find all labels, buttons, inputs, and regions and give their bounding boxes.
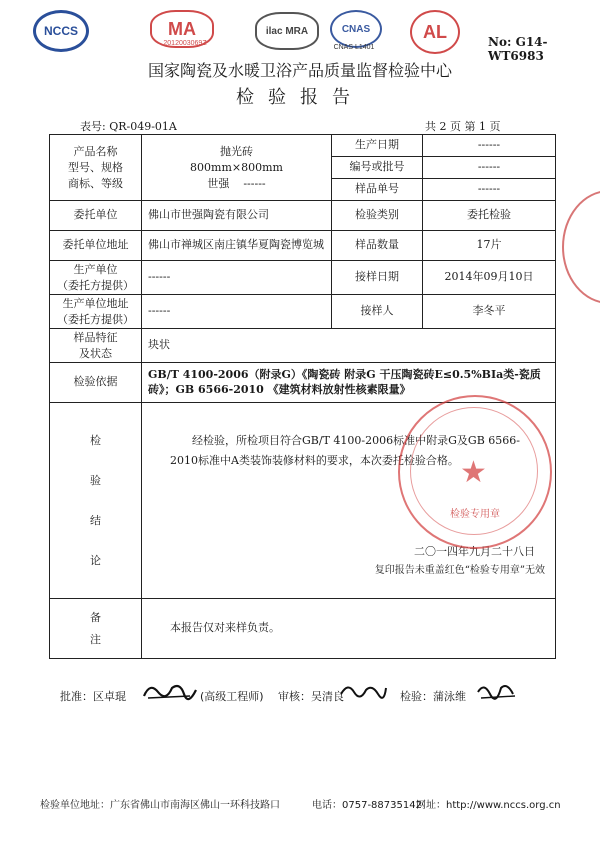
quantity-value: 17片 [423, 231, 556, 261]
document-number: No: G14-WT6983 [488, 35, 548, 63]
basis-label: 检验依据 [50, 363, 142, 403]
product-name: 抛光砖 [220, 144, 253, 158]
production-date-value: ------ [423, 135, 556, 157]
page-count: 共 2 页 第 1 页 [425, 120, 501, 133]
client-label: 委托单位 [50, 201, 142, 231]
batch-label: 编号或批号 [332, 157, 423, 179]
product-brand [148, 176, 325, 192]
conclusion-label-char4: 论 [90, 553, 101, 567]
seal-star-icon: ★ [460, 455, 487, 490]
producer-address-label [50, 295, 142, 329]
review-signature [338, 678, 388, 704]
producer-address-label-line1: 生产单位地址 [62, 296, 129, 310]
cnas-logo: CNAS [330, 10, 382, 48]
producer-label-line2: （委托方提供） [57, 278, 134, 292]
remarks-value: 本报告仅对来样负责。 [142, 599, 556, 659]
organization-name: 国家陶瓷及水暖卫浴产品质量监督检验中心 [147, 61, 452, 80]
production-date-label: 生产日期 [332, 135, 423, 157]
conclusion-date: 二〇一四年九月二十八日 [414, 545, 535, 558]
remarks-label [50, 599, 142, 659]
conclusion-note: 复印报告未重盖红色“检验专用章”无效 [374, 565, 545, 576]
client-address-label: 委托单位地址 [50, 231, 142, 261]
footer-website: 网址：http://www.nccs.org.cn [416, 800, 561, 811]
receipt-date-label: 接样日期 [332, 261, 423, 295]
client-address-value: 佛山市禅城区南庄镇华夏陶瓷博览城 [142, 231, 332, 261]
receiver-label: 接样人 [332, 295, 423, 329]
conclusion-text: 经检验，所检项目符合GB/T 4100-2006标准中附录G及GB 6566-2010标准中A类装饰装修材料的要求，本次委托检验合格。 [170, 434, 520, 467]
sample-no-label: 样品单号 [332, 179, 423, 201]
report-title: 检验报告 [236, 87, 364, 108]
inspection-seal [398, 395, 552, 549]
product-spec: 800mm×800mm [190, 160, 283, 174]
batch-value: ------ [423, 157, 556, 179]
cal-logo: AL [410, 10, 460, 54]
model-label: 型号、规格 [68, 160, 123, 174]
test-type-label: 检验类别 [332, 201, 423, 231]
seal-label: 检验专用章 [450, 509, 500, 520]
approve-label: 批准：区卓琨 [60, 690, 126, 703]
footer-address: 检验单位地址：广东省佛山市南海区佛山一环科技路口 [40, 800, 280, 811]
remarks-label-char2: 注 [90, 632, 101, 646]
prepare-label: 检验：蒲泳维 [400, 690, 466, 703]
grade-value: ------ [243, 176, 266, 190]
product-label [50, 135, 142, 201]
sample-state-label-line2: 及状态 [79, 346, 112, 360]
receiver-value: 李冬平 [423, 295, 556, 329]
producer-value: ------ [142, 261, 332, 295]
ilac-mra-logo: ilac MRA [255, 12, 319, 50]
sample-no-value: ------ [423, 179, 556, 201]
producer-address-label-line2: （委托方提供） [57, 312, 134, 326]
product-name-label: 产品名称 [73, 144, 118, 158]
side-seal [562, 190, 600, 304]
product-value [142, 135, 332, 201]
cma-logo: MA [150, 10, 214, 48]
client-value: 佛山市世强陶瓷有限公司 [142, 201, 332, 231]
review-label: 审核：吴清良 [278, 690, 344, 703]
remarks-label-char1: 备 [90, 610, 101, 624]
producer-address-value: ------ [142, 295, 332, 329]
conclusion-label-char3: 结 [90, 513, 101, 527]
basis-value: GB/T 4100-2006（附录G）《陶瓷砖 附录G 干压陶瓷砖E≤0.5%BIa类-瓷质砖》；GB 6566-2010 《建筑材料放射性核素限量》 [142, 363, 556, 403]
conclusion-label-char2: 验 [90, 473, 101, 487]
test-type-value: 委托检验 [423, 201, 556, 231]
receipt-date-value: 2014年09月10日 [423, 261, 556, 295]
cma-number: 2012003069Z [163, 40, 207, 47]
producer-label [50, 261, 142, 295]
nccs-logo: NCCS [33, 10, 89, 52]
approve-title: (高级工程师) [200, 690, 264, 703]
conclusion-label [50, 403, 142, 599]
brand-value: 世强 [207, 176, 230, 190]
footer-phone: 电话：0757-88735142 [312, 800, 422, 811]
form-number: 表号: QR-049-01A [80, 120, 177, 133]
approve-signature [140, 678, 200, 704]
cnas-number: CNAS L1401 [333, 44, 375, 51]
sample-state-value: 块状 [142, 329, 556, 363]
sample-state-label [50, 329, 142, 363]
brand-grade-label: 商标、等级 [68, 176, 123, 190]
sample-state-label-line1: 样品特征 [73, 330, 118, 344]
prepare-signature [475, 678, 520, 704]
conclusion-label-char1: 检 [90, 433, 101, 447]
quantity-label: 样品数量 [332, 231, 423, 261]
producer-label-line1: 生产单位 [73, 262, 118, 276]
